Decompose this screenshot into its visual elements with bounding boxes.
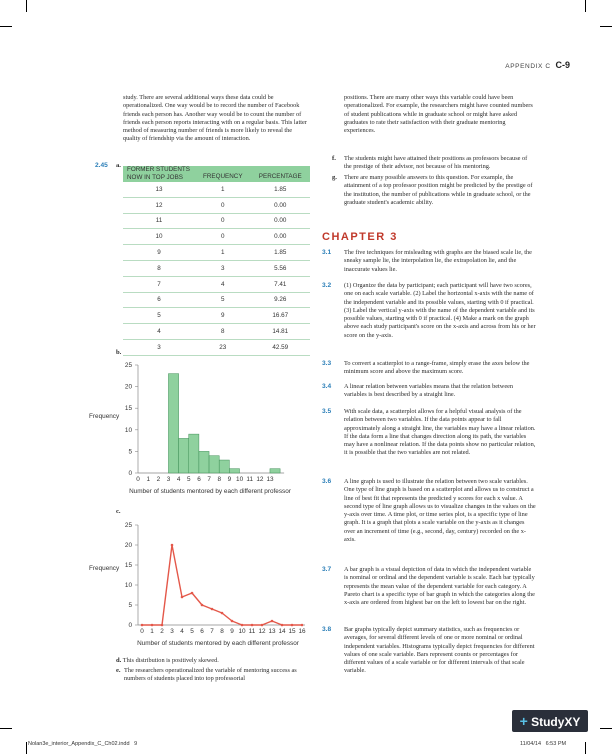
answer-text: The five techniques for misleading with graphs are the biased scale lie, the sneaky sample lie, the interpolation lie, the extrapolation lie, and the inaccurate values lie. xyxy=(344,249,532,273)
cell-frequency: 3 xyxy=(195,260,251,276)
x-tick-label: 0 xyxy=(140,628,144,635)
y-tick-label: 25 xyxy=(124,362,132,369)
x-axis-title: Number of students mentored by each different professor xyxy=(137,640,299,647)
y-tick-label: 15 xyxy=(124,405,132,413)
y-axis-title: Frequency xyxy=(89,565,120,572)
cell-percentage: 1.85 xyxy=(251,182,310,197)
footer-timestamp: 11/04/14 6:53 PM xyxy=(520,741,567,747)
cell-students: 6 xyxy=(123,292,195,308)
table-row xyxy=(123,260,310,276)
left-intro-paragraph: study. There are several additional ways these data could be operationalized. One way would be to record the number of Facebook friends each person has. Another way would be to count the number of friends each person reports interacting with on a regular basis. This latter method of measuring number of friends is more likely to reveal the quality of friendship via the amount of interaction. xyxy=(123,94,307,143)
col-header-students: FORMER STUDENTS NOW IN TOP JOBS xyxy=(123,166,195,182)
answer-text: A line graph is used to illustrate the relation between two scale variables. One type of line graph is based on a scatterplot and allows us to construct a line of best fit that represents the predicted y scores for each x value. A second type of line graph allows us to visualize changes in the values on the y-axis over time. A time plot, or time series plot, is a specific type of line graph. It is a graph that plots a scale variable on the y-axis as it changes over an increment of time (e.g., second, day, century) recorded on the x-axis. xyxy=(344,478,536,544)
data-point xyxy=(141,624,144,627)
data-point xyxy=(221,612,224,615)
data-point xyxy=(151,624,154,627)
table-row xyxy=(123,276,310,292)
cell-percentage: 9.26 xyxy=(251,292,310,308)
histogram-bar xyxy=(219,460,229,473)
data-point xyxy=(241,624,244,627)
data-point xyxy=(271,620,274,623)
histogram-bar xyxy=(199,451,209,473)
answer-text: With scale data, a scatterplot allows for a helpful visual analysis of the relation between two variables. If the data points appear to fall approximately along a straight line, the variables may have a linear relation. If the data form a line that changes direction along its path, the variables may have a nonlinear relation. If the data points show no particular relation, it is possible that the two variables are not related. xyxy=(344,408,536,457)
part-c-label: c. xyxy=(116,508,121,515)
frequency-polygon-chart xyxy=(85,517,325,652)
answer-number: 3.5 xyxy=(322,408,332,415)
chapter-answer-3-4 xyxy=(322,383,540,400)
x-tick-label: 4 xyxy=(176,476,181,483)
x-tick-label: 8 xyxy=(217,476,222,483)
histogram-bar xyxy=(270,469,280,473)
cell-students: 7 xyxy=(123,276,195,292)
x-tick-label: 7 xyxy=(210,628,214,635)
cell-frequency: 23 xyxy=(195,339,251,355)
histogram-bar xyxy=(189,434,199,473)
cell-frequency: 0 xyxy=(195,197,251,213)
x-tick-label: 15 xyxy=(288,628,296,635)
data-point xyxy=(301,624,304,627)
y-tick-label: 5 xyxy=(128,448,132,456)
part-d-label: d. xyxy=(116,657,122,664)
x-tick-label: 9 xyxy=(230,628,234,635)
x-tick-label: 6 xyxy=(197,476,201,483)
cell-students: 9 xyxy=(123,245,195,261)
table-row xyxy=(123,213,310,229)
chapter-answer-3-5 xyxy=(322,408,540,458)
chapter-answer-3-6 xyxy=(322,478,540,544)
frequency-table xyxy=(123,166,310,356)
cell-frequency: 8 xyxy=(195,324,251,340)
y-tick-label: 5 xyxy=(128,602,132,609)
data-point xyxy=(281,624,284,627)
histogram-bar xyxy=(168,374,178,473)
x-tick-label: 12 xyxy=(256,476,264,483)
chapter-answer-3-1 xyxy=(322,249,540,274)
y-tick-label: 20 xyxy=(124,542,132,549)
answer-number: 3.2 xyxy=(322,282,332,289)
y-tick-label: 15 xyxy=(124,562,132,569)
y-tick-label: 10 xyxy=(124,582,132,589)
cell-frequency: 1 xyxy=(195,245,251,261)
answer-number: 3.8 xyxy=(322,626,332,633)
histogram-bar xyxy=(179,438,189,473)
data-point xyxy=(161,624,164,627)
table-row xyxy=(123,197,310,213)
cell-frequency: 5 xyxy=(195,292,251,308)
cell-frequency: 0 xyxy=(195,213,251,229)
cell-students: 8 xyxy=(123,260,195,276)
x-tick-label: 8 xyxy=(220,628,224,635)
data-point xyxy=(251,624,254,627)
data-point xyxy=(231,620,234,623)
x-tick-label: 0 xyxy=(136,476,140,483)
histogram-bar xyxy=(209,456,219,473)
answer-f xyxy=(332,155,534,172)
x-tick-label: 13 xyxy=(268,628,276,635)
answer-text: A linear relation between variables means that the relation between variables is best described by a straight line. xyxy=(344,383,514,399)
answer-d xyxy=(116,657,312,665)
cell-frequency: 0 xyxy=(195,229,251,245)
table-row xyxy=(123,324,310,340)
chapter-answer-3-8 xyxy=(322,626,540,676)
answer-text: (1) Organize the data by participant; each participant will have two scores, one on each scale variable. (2) Label the horizontal x-axis with the name of the independent variable and its possible values, starting with 0 if practical. (3) Label the vertical y-axis with the name of the dependent variable and its possible values, starting with 0 if practical. (4) Make a mark on the graph above each study participant's score on the x-axis and across from his or her score on the y-axis. xyxy=(344,282,536,339)
cell-students: 10 xyxy=(123,229,195,245)
cell-percentage: 0.00 xyxy=(251,197,310,213)
x-tick-label: 5 xyxy=(187,476,191,483)
cell-students: 11 xyxy=(123,213,195,229)
cell-frequency: 9 xyxy=(195,308,251,324)
table-row xyxy=(123,339,310,355)
data-point xyxy=(291,624,294,627)
cell-percentage: 0.00 xyxy=(251,213,310,229)
x-tick-label: 1 xyxy=(146,476,151,483)
page-number: C-9 xyxy=(555,60,570,70)
answer-text: A bar graph is a visual depiction of data in which the independent variable is nominal or ordinal and the dependent variable is scale. Each bar typically represents the mean value of the dependent variable for each category. A Pareto chart is a specific type of bar graph in which the categories along the x-axis are ordered from highest bar on the left to lowest bar on the right. xyxy=(344,566,535,607)
y-tick-label: 0 xyxy=(128,470,132,477)
table-row xyxy=(123,229,310,245)
chapter-answer-3-7 xyxy=(322,566,540,607)
cell-percentage: 0.00 xyxy=(251,229,310,245)
histogram-chart xyxy=(85,358,325,508)
appendix-label: APPENDIX C xyxy=(505,63,551,70)
col-header-frequency: FREQUENCY xyxy=(195,166,251,182)
data-point xyxy=(181,596,184,599)
item-text: There are many possible answers to this question. For example, the attainment of a top professor position might be predicted by the prestige of the institution, the number of publications while in graduate school, or the graduate student's academic ability. xyxy=(344,174,533,206)
y-tick-label: 25 xyxy=(124,522,132,529)
x-tick-label: 16 xyxy=(298,628,306,635)
data-point xyxy=(171,544,174,547)
x-tick-label: 2 xyxy=(160,628,164,635)
item-label: f. xyxy=(332,155,336,162)
part-b-label: b. xyxy=(116,349,122,356)
plus-icon: + xyxy=(519,713,528,729)
item-label: g. xyxy=(332,174,337,181)
part-e-label: e. xyxy=(116,667,121,674)
answer-e xyxy=(116,667,312,684)
x-tick-label: 9 xyxy=(227,476,232,483)
cell-frequency: 1 xyxy=(195,182,251,197)
answer-number: 3.4 xyxy=(322,383,332,390)
answer-number: 3.3 xyxy=(322,360,332,367)
data-point xyxy=(261,624,264,627)
data-point xyxy=(201,604,204,607)
cell-students: 5 xyxy=(123,308,195,324)
x-tick-label: 12 xyxy=(258,628,266,635)
cell-frequency: 4 xyxy=(195,276,251,292)
data-point xyxy=(211,608,214,611)
cell-percentage: 14.81 xyxy=(251,324,310,340)
x-tick-label: 13 xyxy=(266,476,274,483)
cell-percentage: 42.59 xyxy=(251,339,310,355)
answer-g xyxy=(332,174,534,207)
x-tick-label: 10 xyxy=(238,628,246,635)
table-row xyxy=(123,182,310,197)
x-tick-label: 11 xyxy=(246,476,254,483)
y-axis-title: Frequency xyxy=(89,413,120,420)
cell-percentage: 7.41 xyxy=(251,276,310,292)
x-tick-label: 6 xyxy=(200,628,204,635)
answer-number-2-45: 2.45 xyxy=(95,162,108,169)
part-d-text: This distribution is positively skewed. xyxy=(122,657,219,664)
y-tick-label: 0 xyxy=(128,622,132,629)
cell-percentage: 16.67 xyxy=(251,308,310,324)
answer-text: Bar graphs typically depict summary statistics, such as frequencies or averages, for several different levels of one or more nominal or ordinal independent variables. Histograms typically depict frequencies for different values of one scale variable. Bars represent counts or percentages for different values of a scale variable or for different intervals of that scale variable. xyxy=(344,626,535,675)
histogram-bar xyxy=(229,469,239,473)
right-intro-paragraph: positions. There are many other ways this variable could have been operationalized. For example, the researchers might have counted numbers of student publications while in graduate school or might have asked graduates to rate their satisfaction with their graduate mentoring experiences. xyxy=(344,94,533,135)
y-tick-label: 10 xyxy=(124,426,132,434)
cell-percentage: 1.85 xyxy=(251,245,310,261)
cell-students: 4 xyxy=(123,324,195,340)
part-a-label: a. xyxy=(116,162,121,169)
answer-number: 3.1 xyxy=(322,249,332,256)
x-tick-label: 3 xyxy=(166,476,171,483)
watermark-text: StudyXY xyxy=(531,715,581,729)
cell-students: 3 xyxy=(123,339,195,355)
data-point xyxy=(191,592,194,595)
studyxy-watermark xyxy=(512,710,588,732)
part-e-text: The researchers operationalized the variable of mentoring success as numbers of students placed into top professorial xyxy=(124,667,297,683)
x-tick-label: 10 xyxy=(236,476,244,483)
chapter-title: CHAPTER 3 xyxy=(322,231,398,243)
cell-students: 13 xyxy=(123,182,195,197)
table-row xyxy=(123,308,310,324)
chapter-answer-3-3 xyxy=(322,360,540,377)
x-tick-label: 2 xyxy=(156,476,161,483)
x-tick-label: 14 xyxy=(278,628,286,635)
y-tick-label: 20 xyxy=(124,383,132,391)
footer-file-info: Nolan3e_interior_Appendix_C_Ch02.indd 9 xyxy=(28,741,138,747)
running-header xyxy=(505,60,570,70)
x-tick-label: 3 xyxy=(170,628,174,635)
x-tick-label: 1 xyxy=(150,628,154,635)
x-tick-label: 11 xyxy=(248,628,256,635)
chapter-answer-3-2 xyxy=(322,282,540,340)
answer-number: 3.6 xyxy=(322,478,332,485)
x-axis-title: Number of students mentored by each different professor xyxy=(129,488,291,495)
answer-text: To convert a scatterplot to a range-frame, simply erase the axes below the minimum score and above the maximum score. xyxy=(344,360,530,376)
cell-students: 12 xyxy=(123,197,195,213)
cell-percentage: 5.56 xyxy=(251,260,310,276)
col-header-percentage: PERCENTAGE xyxy=(251,166,310,182)
x-tick-label: 4 xyxy=(180,628,184,635)
x-tick-label: 7 xyxy=(207,476,211,483)
x-tick-label: 5 xyxy=(190,628,194,635)
answer-number: 3.7 xyxy=(322,566,332,573)
table-row xyxy=(123,292,310,308)
item-text: The students might have attained their positions as professors because of the prestige of their advisor, not because of his mentoring. xyxy=(344,155,528,171)
table-row xyxy=(123,245,310,261)
